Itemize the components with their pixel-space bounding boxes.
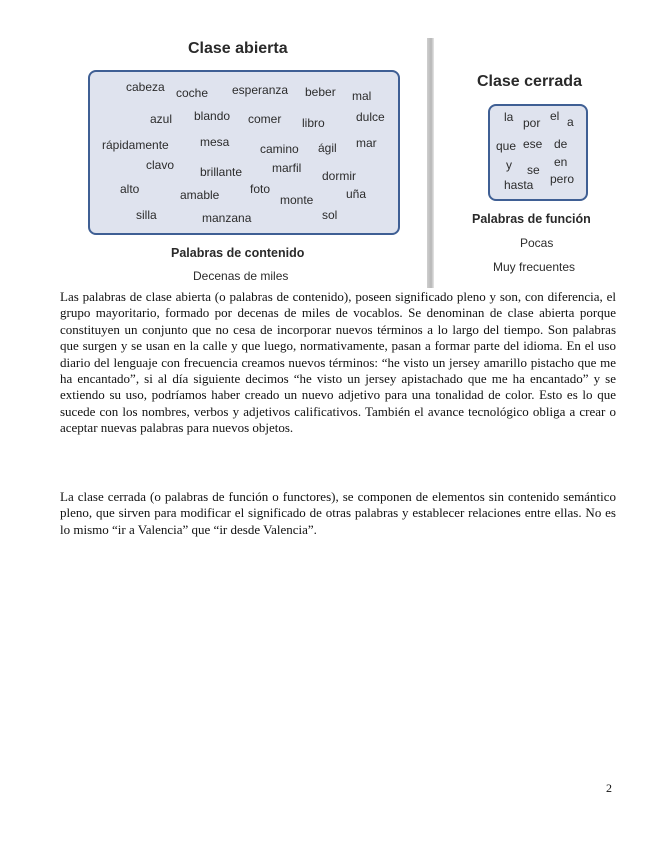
open-word: rápidamente xyxy=(102,138,169,152)
page-number: 2 xyxy=(606,781,612,795)
open-class-title: Clase abierta xyxy=(188,40,288,57)
open-word: alto xyxy=(120,182,140,196)
open-word: azul xyxy=(150,112,173,126)
closed-word: que xyxy=(496,139,517,153)
open-word: dulce xyxy=(356,110,385,124)
closed-class-subcaption-2: Muy frecuentes xyxy=(493,260,576,274)
open-word: silla xyxy=(136,208,157,222)
figure-divider xyxy=(427,38,434,288)
open-word: ágil xyxy=(318,141,337,155)
open-word: marfil xyxy=(272,161,302,175)
open-word: foto xyxy=(250,182,271,196)
closed-word: de xyxy=(554,137,568,151)
word-class-figure xyxy=(0,0,655,290)
open-word: mal xyxy=(352,89,372,103)
open-word: sol xyxy=(322,208,338,222)
open-word: monte xyxy=(280,193,314,207)
open-word: mesa xyxy=(200,135,230,149)
closed-word: en xyxy=(554,155,568,169)
closed-word: a xyxy=(567,115,574,129)
open-class-word-box xyxy=(88,70,400,235)
open-word: cabeza xyxy=(126,80,165,94)
closed-word: se xyxy=(527,163,540,177)
open-class-subcaption: Decenas de miles xyxy=(193,269,289,283)
closed-class-subcaption-1: Pocas xyxy=(520,236,554,250)
closed-word: el xyxy=(550,109,560,123)
open-word: dormir xyxy=(322,169,357,183)
closed-word: pero xyxy=(550,172,575,186)
closed-class-title: Clase cerrada xyxy=(477,73,582,90)
body-paragraph: La clase cerrada (o palabras de función o functores), se componen de elementos sin contenido semántico pleno, que sirven para modificar el significado de otras palabras y establecer relaciones entre ellas. No es lo mismo “ir a Valencia” que “ir desde Valencia”. xyxy=(60,489,616,537)
closed-word: la xyxy=(504,110,514,124)
open-word: uña xyxy=(346,187,367,201)
closed-word: hasta xyxy=(504,178,534,192)
closed-class-caption: Palabras de función xyxy=(472,212,591,226)
open-word: libro xyxy=(302,116,325,130)
open-word: brillante xyxy=(200,165,243,179)
open-word: comer xyxy=(248,112,282,126)
open-word: coche xyxy=(176,86,209,100)
closed-word: por xyxy=(523,116,541,130)
open-word: beber xyxy=(305,85,336,99)
closed-word: ese xyxy=(523,137,543,151)
open-word: blando xyxy=(194,109,231,123)
open-word: manzana xyxy=(202,211,252,225)
open-word: clavo xyxy=(146,158,175,172)
open-class-caption: Palabras de contenido xyxy=(171,246,305,260)
closed-class-word-box xyxy=(488,104,588,201)
body-paragraph: Las palabras de clase abierta (o palabras de contenido), poseen significado pleno y son, con diferencia, el grupo mayoritario, formado por decenas de miles de vocablos. Se denominan de clase abierta porque constituyen un conjunto que no cesa de incorporar nuevos términos a lo largo del tiempo. Son palabras que surgen y se usan en la calle y que luego, normativamente, pasan a formar parte del idioma. En el uso diario del lenguaje con frecuencia creamos nuevos términos: “he visto un jersey amarillo pistacho que me ha encantado”, si al día siguiente decimos “he visto un jersey apistachado que me ha encantado” y se extiendo su uso, podríamos haber creado un nuevo adjetivo para una tonalidad de color. Esto es lo que sucede con los nombres, verbos y adjetivos calificativos. También el avance tecnológico obliga a crear o aceptar nuevas palabras para nuevos objetos. xyxy=(60,289,616,436)
open-word: mar xyxy=(356,136,377,150)
closed-word: y xyxy=(506,158,512,172)
open-word: camino xyxy=(260,142,299,156)
open-word: esperanza xyxy=(232,83,289,97)
open-word: amable xyxy=(180,188,220,202)
